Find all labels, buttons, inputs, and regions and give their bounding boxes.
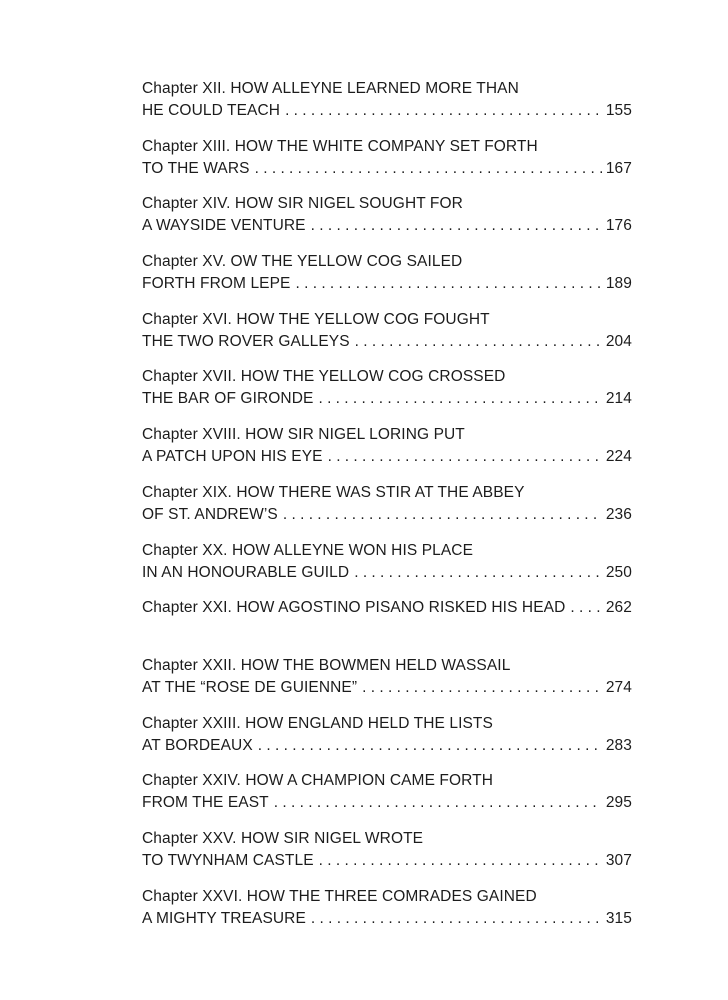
- toc-entry-title-continued: TO TWYNHAM CASTLE: [142, 851, 314, 869]
- toc-entry-title: Chapter XXII. HOW THE BOWMEN HELD WASSAIL: [142, 656, 511, 674]
- toc-entry-title-continued: A PATCH UPON HIS EYE: [142, 448, 323, 466]
- toc-page-number: 283: [605, 736, 632, 754]
- toc-page-number: 155: [605, 102, 632, 119]
- toc-entry-title: Chapter XIX. HOW THERE WAS STIR AT THE ABBEY: [142, 483, 525, 501]
- toc-entry-title: Chapter XVI. HOW THE YELLOW COG FOUGHT: [142, 310, 490, 328]
- toc-entry-title-continued: THE TWO ROVER GALLEYS: [142, 332, 350, 350]
- toc-entry-chapter-13[interactable]: [142, 136, 632, 194]
- dot-leader: [311, 215, 602, 237]
- toc-entry-title-continued: FORTH FROM LEPE: [142, 275, 291, 293]
- toc-entry-title: Chapter XX. HOW ALLEYNE WON HIS PLACE: [142, 541, 474, 559]
- toc-entry-title: Chapter XXI. HOW AGOSTINO PISANO RISKED HIS HEAD: [142, 599, 566, 617]
- toc-entry-title-continued: THE BAR OF GIRONDE: [142, 390, 314, 408]
- toc-entry-chapter-20[interactable]: [142, 540, 632, 598]
- dot-leader: [258, 735, 602, 757]
- toc-entry-title-continued: HE COULD TEACH: [142, 102, 281, 119]
- dot-leader: [311, 908, 602, 930]
- toc-page-number: 236: [605, 505, 632, 523]
- toc-page-number: 262: [605, 599, 632, 617]
- toc-entry-chapter-23[interactable]: [142, 713, 632, 771]
- toc-entry-title-continued: FROM THE EAST: [142, 794, 269, 812]
- table-of-contents: [142, 78, 632, 943]
- toc-entry-chapter-12[interactable]: [142, 78, 632, 136]
- toc-page-number: 315: [605, 909, 632, 927]
- toc-entry-title: Chapter XV. OW THE YELLOW COG SAILED: [142, 253, 463, 271]
- toc-entry-title-continued: OF ST. ANDREW’S: [142, 505, 278, 523]
- toc-entry-title: Chapter XIII. HOW THE WHITE COMPANY SET FORTH: [142, 137, 538, 155]
- toc-page-number: 214: [605, 390, 632, 408]
- toc-entry-chapter-16[interactable]: [142, 309, 632, 367]
- toc-entry-chapter-18[interactable]: [142, 424, 632, 482]
- toc-entry-title: Chapter XVII. HOW THE YELLOW COG CROSSED: [142, 368, 506, 386]
- toc-entry-title-continued: AT BORDEAUX: [142, 736, 253, 754]
- toc-entry-title: Chapter XII. HOW ALLEYNE LEARNED MORE THAN: [142, 80, 519, 97]
- toc-entry-title: Chapter XXIII. HOW ENGLAND HELD THE LISTS: [142, 714, 493, 732]
- dot-leader: [362, 677, 602, 699]
- dot-leader: [295, 273, 601, 295]
- dot-leader: [274, 792, 602, 814]
- toc-entry-chapter-22[interactable]: [142, 655, 632, 713]
- toc-entry-title-continued: IN AN HONOURABLE GUILD: [142, 563, 350, 581]
- toc-entry-title: Chapter XVIII. HOW SIR NIGEL LORING PUT: [142, 426, 465, 444]
- toc-page-number: 224: [605, 448, 632, 466]
- dot-leader: [319, 850, 602, 872]
- dot-leader: [255, 158, 602, 180]
- toc-entry-title-continued: TO THE WARS: [142, 159, 250, 177]
- toc-entry-title: Chapter XIV. HOW SIR NIGEL SOUGHT FOR: [142, 195, 463, 213]
- toc-entry-title-continued: A MIGHTY TREASURE: [142, 909, 306, 927]
- toc-entry-chapter-15[interactable]: [142, 251, 632, 309]
- toc-entry-title: Chapter XXVI. HOW THE THREE COMRADES GAINED: [142, 887, 537, 905]
- toc-entry-chapter-19[interactable]: [142, 482, 632, 540]
- toc-page-number: 274: [605, 678, 632, 696]
- toc-page-number: 176: [605, 217, 632, 235]
- toc-entry-title: Chapter XXIV. HOW A CHAMPION CAME FORTH: [142, 772, 494, 790]
- toc-page-number: 189: [605, 275, 632, 293]
- toc-entry-chapter-21[interactable]: [142, 597, 632, 655]
- dot-leader: [570, 597, 601, 619]
- toc-page-number: 167: [605, 159, 632, 177]
- dot-leader: [328, 446, 602, 468]
- toc-page-number: 204: [605, 332, 632, 350]
- toc-entry-chapter-26[interactable]: [142, 886, 632, 944]
- dot-leader: [355, 331, 602, 353]
- toc-entry-title-continued: AT THE “ROSE DE GUIENNE”: [142, 678, 358, 696]
- toc-entry-chapter-25[interactable]: [142, 828, 632, 886]
- toc-entry-chapter-24[interactable]: [142, 770, 632, 828]
- dot-leader: [283, 504, 602, 526]
- toc-entry-title-continued: A WAYSIDE VENTURE: [142, 217, 306, 235]
- dot-leader: [354, 562, 602, 584]
- toc-entry-title: Chapter XXV. HOW SIR NIGEL WROTE: [142, 829, 424, 847]
- toc-entry-chapter-17[interactable]: [142, 366, 632, 424]
- toc-entry-chapter-14[interactable]: [142, 193, 632, 251]
- dot-leader: [285, 100, 602, 122]
- dot-leader: [318, 388, 601, 410]
- toc-page-number: 307: [605, 851, 632, 869]
- toc-page-number: 250: [605, 563, 632, 581]
- toc-page-number: 295: [605, 794, 632, 812]
